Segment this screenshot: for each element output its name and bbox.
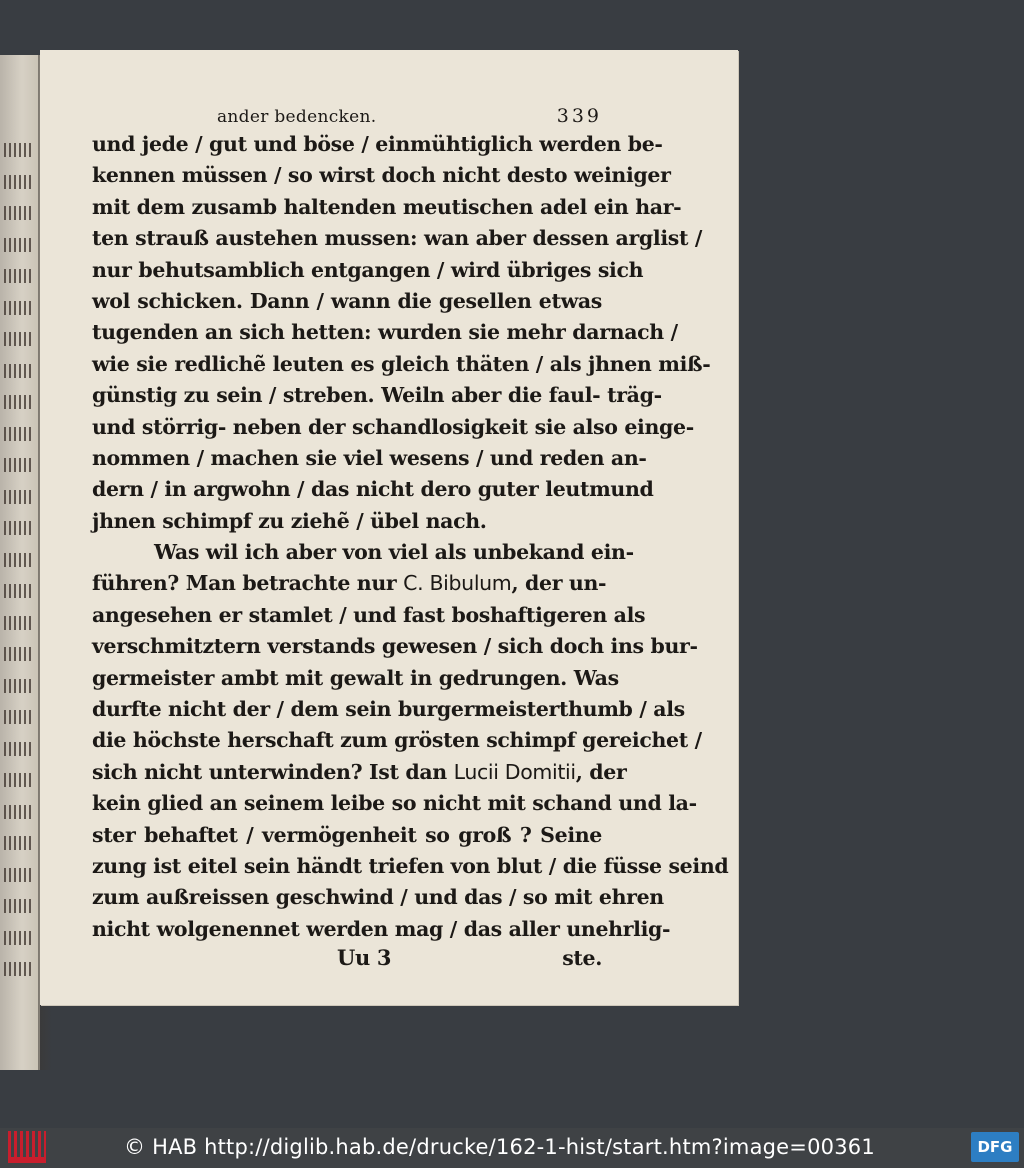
text-segment: sich nicht unterwinden? Ist dan <box>92 759 454 784</box>
bleed-fragment <box>4 931 32 945</box>
text-line <box>92 568 607 599</box>
text-segment: , der <box>575 759 627 784</box>
bleed-fragment <box>4 868 32 882</box>
text-segment: günstig zu sein / streben. Weiln aber die faul- träg- <box>92 383 662 408</box>
text-line <box>92 820 602 851</box>
text-segment: germeister ambt mit gewalt in gedrungen. Was <box>92 665 619 690</box>
text-line <box>92 882 664 913</box>
text-segment: tugenden an sich hetten: wurden sie mehr darnach / <box>92 320 678 345</box>
footer-bar <box>0 1128 1024 1168</box>
bleed-fragment <box>4 710 32 724</box>
bleed-fragment <box>4 364 32 378</box>
bleed-fragment <box>4 458 32 472</box>
text-line <box>92 725 702 756</box>
bleed-fragment <box>4 301 32 315</box>
text-line <box>92 757 627 788</box>
text-segment: nommen / machen sie viel wesens / und reden an- <box>92 445 647 470</box>
dfg-logo-icon: DFG <box>971 1132 1019 1162</box>
text-lines <box>92 129 729 945</box>
bleed-fragment <box>4 427 32 441</box>
text-line <box>92 286 602 317</box>
text-segment: zum außreissen geschwind / und das / so mit ehren <box>92 885 664 910</box>
text-line <box>92 443 647 474</box>
text-segment: und störrig- neben der schandlosigkeit sie also einge- <box>92 414 694 439</box>
text-segment: nicht wolgenennet werden mag / das aller unehrlig- <box>92 916 671 941</box>
text-segment: dern / in argwohn / das nicht dero guter leutmund <box>92 477 654 502</box>
bleed-fragment <box>4 490 32 504</box>
text-line <box>92 192 682 223</box>
text-line <box>92 506 602 537</box>
bleed-fragment <box>4 553 32 567</box>
page-text <box>92 105 729 973</box>
bleed-fragment <box>4 647 32 661</box>
text-segment: führen? Man betrachte nur <box>92 571 404 596</box>
text-segment: mit dem zusamb haltenden meutischen adel ein har- <box>92 194 682 219</box>
source-credit: © HAB http://diglib.hab.de/drucke/162-1-hist/start.htm?image=00361 <box>124 1135 875 1159</box>
text-segment: wie sie redlichẽ leuten es gleich thäten / als jhnen miß- <box>92 351 711 376</box>
latin-name: C. Bibulum <box>403 571 512 596</box>
text-segment: ten strauß austehen mussen: wan aber dessen arglist / <box>92 226 703 251</box>
text-segment: verschmitztern verstands gewesen / sich doch ins bur- <box>92 634 698 659</box>
bleed-fragment <box>4 773 32 787</box>
text-segment: kein glied an seinem leibe so nicht mit schand und la- <box>92 791 697 816</box>
text-segment: zung ist eitel sein händt triefen von blut / die füsse seind <box>92 853 729 878</box>
text-line <box>92 129 663 160</box>
text-segment: ster behaftet / vermögenheit so groß ? Seine <box>92 822 602 847</box>
text-line <box>92 349 711 380</box>
bleed-fragment <box>4 805 32 819</box>
text-segment: kennen müssen / so wirst doch nicht desto weiniger <box>92 163 671 188</box>
catchword: ste. <box>562 946 602 971</box>
bleed-fragment <box>4 143 32 157</box>
text-line <box>92 694 685 725</box>
running-title: ander bedencken. <box>217 107 377 127</box>
text-segment: jhnen schimpf zu ziehẽ / übel nach. <box>92 508 487 533</box>
text-segment: angesehen er stamlet / und fast boshaftigeren als <box>92 602 646 627</box>
bleed-fragment <box>4 836 32 850</box>
text-line <box>92 317 678 348</box>
latin-name: Lucii Domitii <box>453 759 576 784</box>
text-line <box>92 412 694 443</box>
text-segment: , der un- <box>511 571 607 596</box>
text-segment: Was wil ich aber von viel als unbekand ein- <box>154 540 634 565</box>
text-segment: die höchste herschaft zum grösten schimpf gereichet / <box>92 728 702 753</box>
bleed-fragment <box>4 899 32 913</box>
hab-logo-icon <box>8 1131 46 1163</box>
bleed-fragment <box>4 584 32 598</box>
bleed-fragment <box>4 962 32 976</box>
bleed-fragment <box>4 679 32 693</box>
bleed-fragment <box>4 206 32 220</box>
bleed-fragment <box>4 616 32 630</box>
text-segment: nur behutsamblich entgangen / wird übriges sich <box>92 257 644 282</box>
text-segment: durfte nicht der / dem sein burgermeisterthumb / als <box>92 697 685 722</box>
previous-page-edge <box>0 55 40 1070</box>
book-page <box>40 50 738 1005</box>
bleed-fragment <box>4 269 32 283</box>
text-line <box>92 851 729 882</box>
text-line <box>92 788 697 819</box>
text-segment: und jede / gut und böse / einmühtiglich werden be- <box>92 132 663 156</box>
text-line <box>92 631 698 662</box>
text-line <box>92 223 703 254</box>
bleed-fragment <box>4 521 32 535</box>
text-line <box>92 537 634 568</box>
text-line <box>92 600 646 631</box>
bleed-fragment <box>4 395 32 409</box>
text-line <box>92 914 671 945</box>
running-head <box>92 105 602 129</box>
text-line <box>92 474 654 505</box>
text-line <box>92 160 671 191</box>
text-segment: wol schicken. Dann / wann die gesellen etwas <box>92 288 602 313</box>
text-line <box>92 255 644 286</box>
text-line <box>92 663 619 694</box>
folio-number: 339 <box>556 105 602 127</box>
bleed-fragment <box>4 332 32 346</box>
catchword-line <box>92 943 602 973</box>
bleed-fragment <box>4 238 32 252</box>
bleed-fragment <box>4 742 32 756</box>
bleed-fragment <box>4 175 32 189</box>
text-line <box>92 380 662 411</box>
signature-mark: Uu 3 <box>337 945 392 971</box>
